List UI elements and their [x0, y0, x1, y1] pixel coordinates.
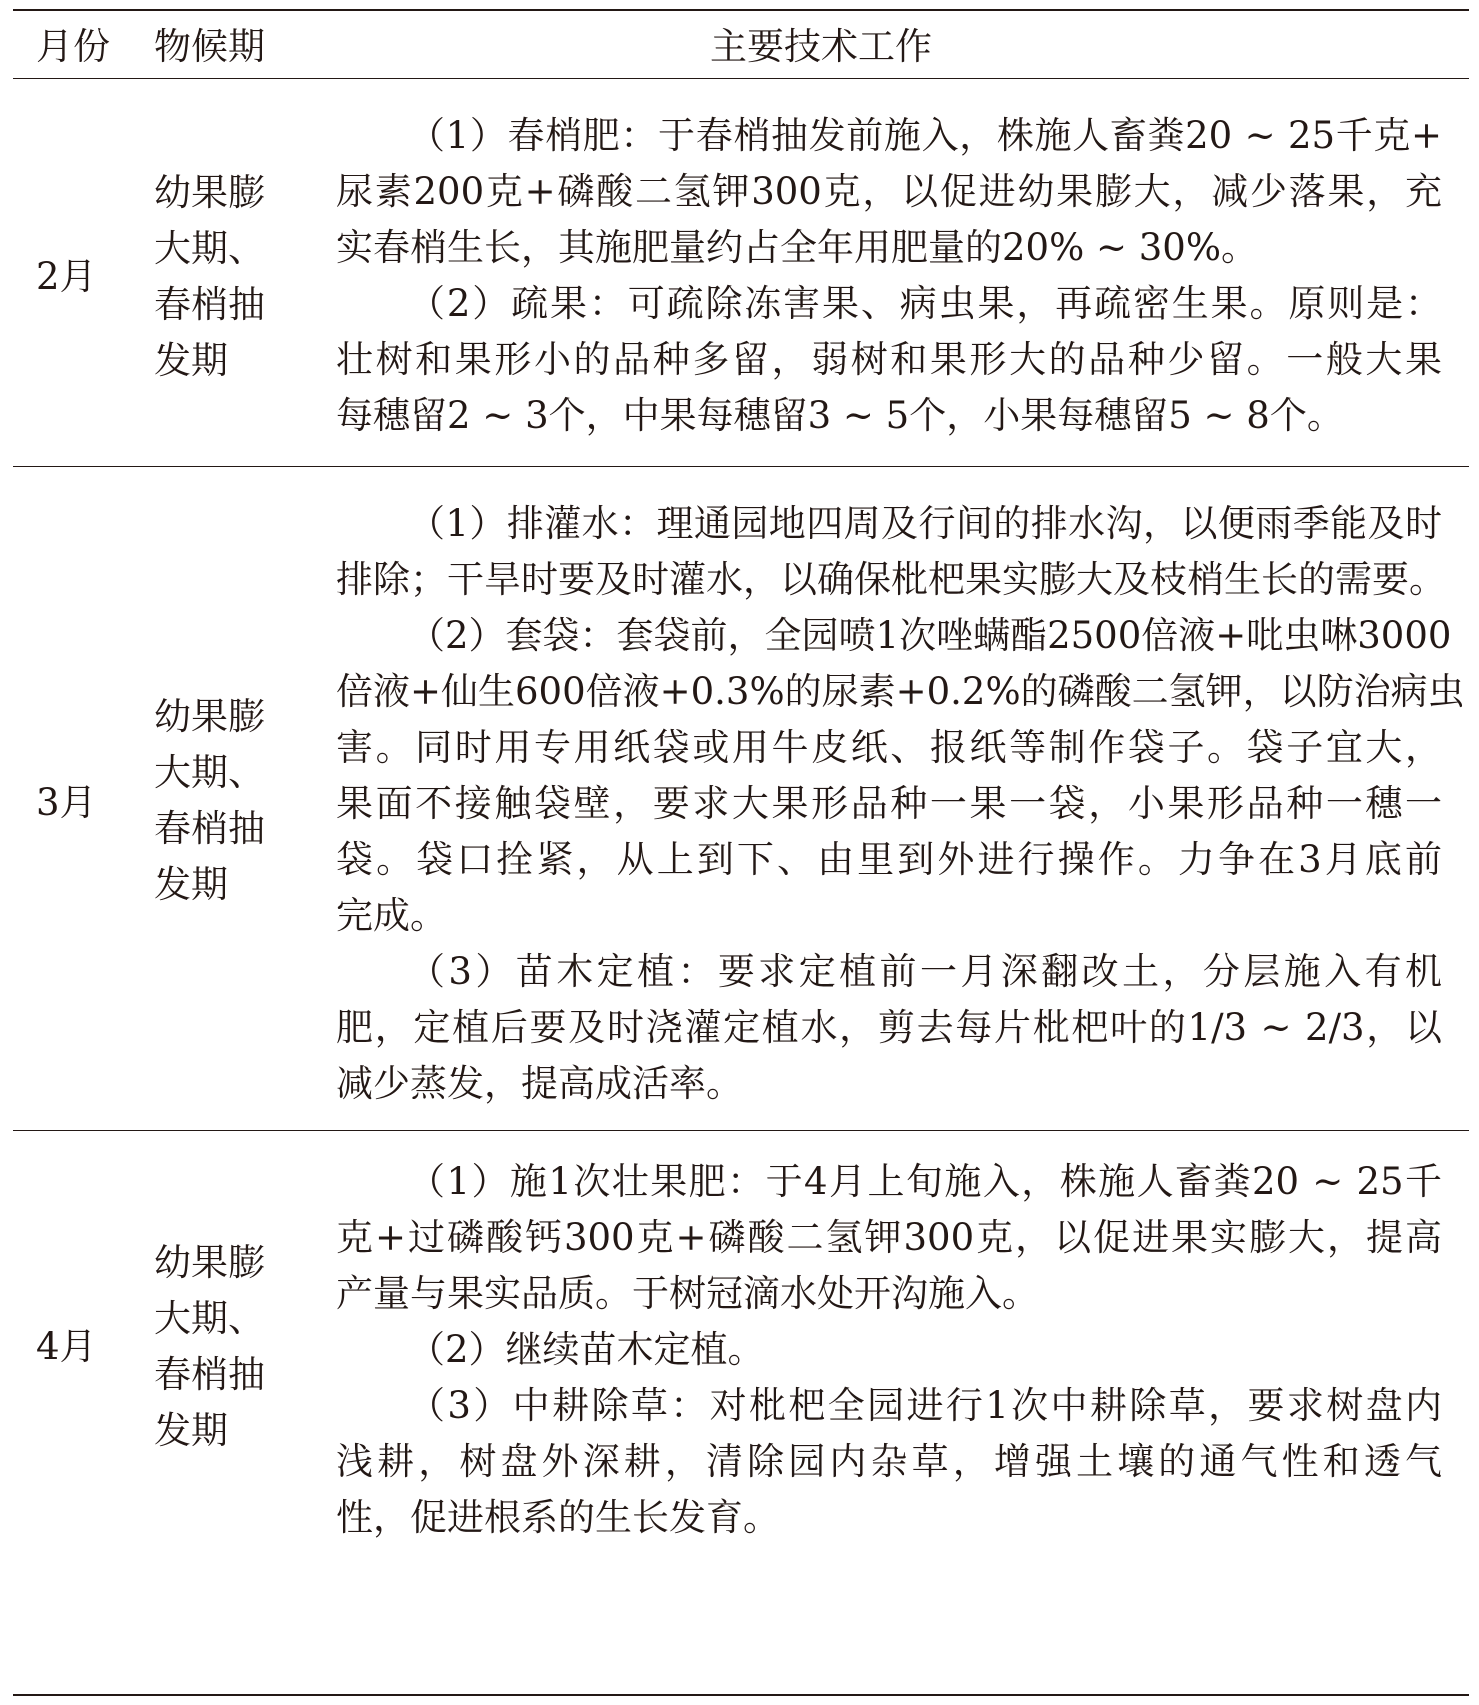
work-text-line: 害。同时用专用纸袋或用牛皮纸、报纸等制作袋子。袋子宜大，: [336, 726, 1442, 769]
work-text-line: 壮树和果形小的品种多留，弱树和果形大的品种少留。一般大果: [336, 338, 1442, 381]
row-month: 2月: [36, 255, 97, 298]
header-phase: 物候期: [154, 25, 265, 68]
work-text-line: （2）继续苗木定植。: [408, 1328, 765, 1371]
work-text-line: （2）套袋：套袋前，全园喷1次唑螨酯2500倍液+吡虫啉3000: [408, 614, 1452, 657]
work-text-line: 肥，定植后要及时浇灌定植水，剪去每片枇杷叶的1/3 ~ 2/3，以: [336, 1006, 1442, 1049]
work-text-line: 排除；干旱时要及时灌水，以确保枇杷果实膨大及枝梢生长的需要。: [336, 558, 1446, 601]
work-text-line: （1）施1次壮果肥：于4月上旬施入，株施人畜粪20 ~ 25千: [408, 1160, 1442, 1203]
row-divider: [13, 466, 1469, 467]
work-text-line: 完成。: [336, 894, 447, 937]
row-month: 3月: [36, 781, 97, 824]
row-phase-line: 春梢抽: [154, 283, 265, 326]
work-text-line: 实春梢生长，其施肥量约占全年用肥量的20% ~ 30%。: [336, 226, 1258, 269]
work-text-line: （3）中耕除草：对枇杷全园进行1次中耕除草，要求树盘内: [408, 1384, 1442, 1427]
header-work: 主要技术工作: [710, 25, 932, 68]
row-phase-line: 大期、: [154, 751, 265, 794]
work-text-line: （1）春梢肥：于春梢抽发前施入，株施人畜粪20 ~ 25千克+: [408, 114, 1442, 157]
row-phase-line: 发期: [154, 1409, 228, 1452]
row-phase-line: 幼果膨: [154, 1241, 265, 1284]
row-phase-line: 发期: [154, 863, 228, 906]
work-text-line: 倍液+仙生600倍液+0.3%的尿素+0.2%的磷酸二氢钾，以防治病虫: [336, 670, 1465, 713]
top-rule: [13, 9, 1469, 11]
work-text-line: （2）疏果：可疏除冻害果、病虫果，再疏密生果。原则是：: [408, 282, 1442, 325]
row-phase-line: 幼果膨: [154, 695, 265, 738]
row-phase-line: 大期、: [154, 1297, 265, 1340]
work-text-line: 袋。袋口拴紧，从上到下、由里到外进行操作。力争在3月底前: [336, 838, 1442, 881]
work-text-line: 果面不接触袋壁，要求大果形品种一果一袋，小果形品种一穗一: [336, 782, 1442, 825]
work-text-line: （3）苗木定植：要求定植前一月深翻改土，分层施入有机: [408, 950, 1442, 993]
row-divider: [13, 1130, 1469, 1131]
row-phase-line: 幼果膨: [154, 171, 265, 214]
row-phase-line: 发期: [154, 339, 228, 382]
row-phase-line: 大期、: [154, 227, 265, 270]
work-text-line: 浅耕，树盘外深耕，清除园内杂草，增强土壤的通气性和透气: [336, 1440, 1442, 1483]
work-text-line: 产量与果实品质。于树冠滴水处开沟施入。: [336, 1272, 1039, 1315]
work-text-line: 减少蒸发，提高成活率。: [336, 1062, 743, 1105]
work-text-line: 性，促进根系的生长发育。: [336, 1496, 780, 1539]
bottom-rule: [13, 1694, 1469, 1696]
work-text-line: （1）排灌水：理通园地四周及行间的排水沟，以便雨季能及时: [408, 502, 1442, 545]
header-rule: [13, 78, 1469, 79]
row-month: 4月: [36, 1325, 97, 1368]
work-text-line: 克+过磷酸钙300克+磷酸二氢钾300克，以促进果实膨大，提高: [336, 1216, 1442, 1259]
work-text-line: 每穗留2 ~ 3个，中果每穗留3 ~ 5个，小果每穗留5 ~ 8个。: [336, 394, 1344, 437]
header-month: 月份: [36, 25, 110, 68]
work-text-line: 尿素200克+磷酸二氢钾300克，以促进幼果膨大，减少落果，充: [336, 170, 1442, 213]
row-phase-line: 春梢抽: [154, 1353, 265, 1396]
row-phase-line: 春梢抽: [154, 807, 265, 850]
